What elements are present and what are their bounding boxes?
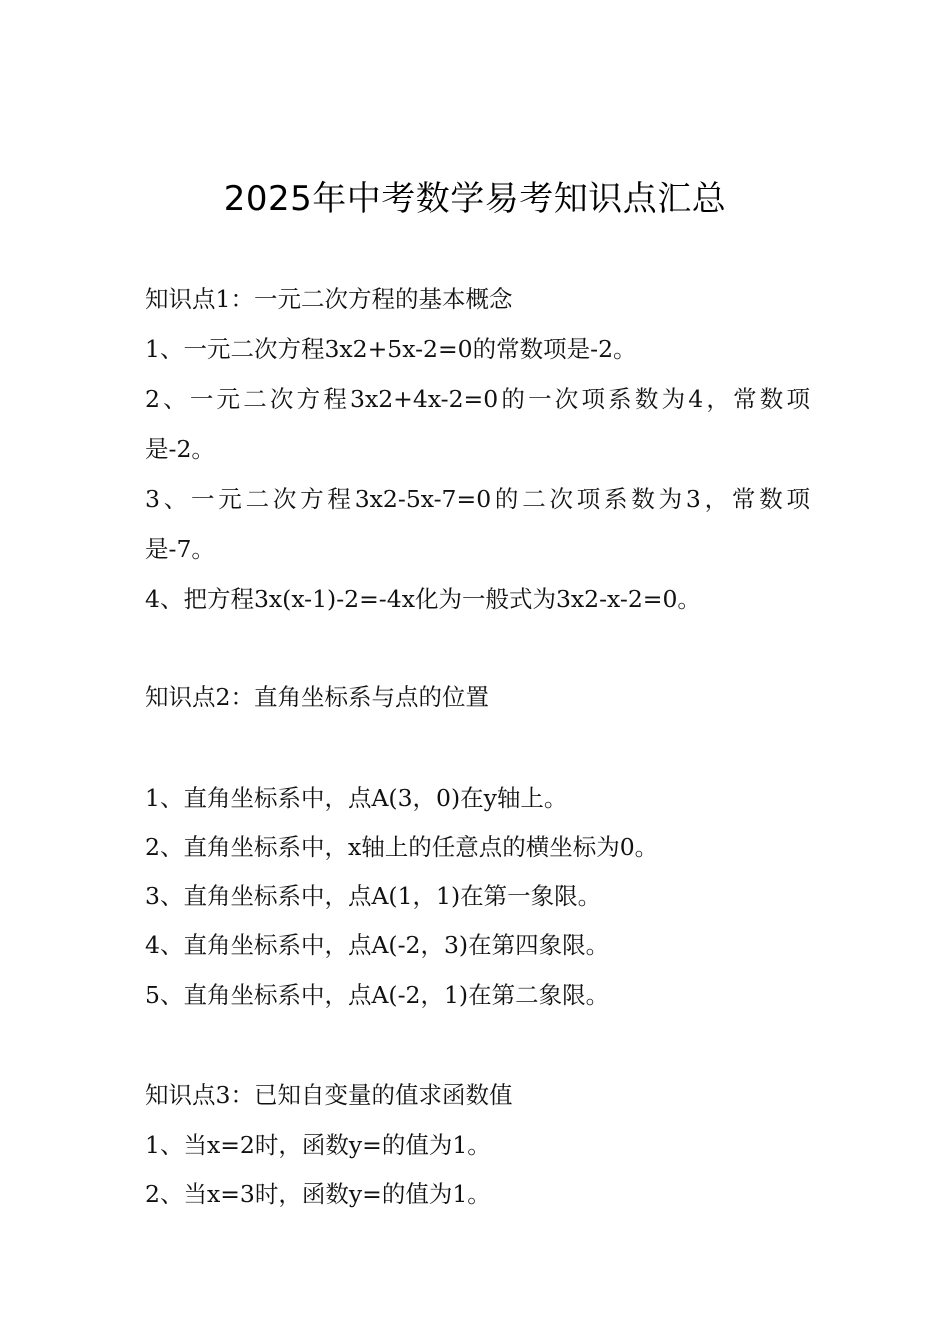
section-1-item-3-continuation: 是-7。	[145, 535, 215, 563]
section-1-item-3: 3、一元二次方程3x2-5x-7=0的二次项系数为3，常数项	[145, 485, 810, 513]
section-1-item-1: 1、一元二次方程3x2+5x-2=0的常数项是-2。	[145, 335, 637, 363]
section-heading-3: 知识点3：已知自变量的值求函数值	[145, 1081, 513, 1109]
section-2-item-2: 2、直角坐标系中，x轴上的任意点的横坐标为0。	[145, 833, 659, 861]
page-title: 2025年中考数学易考知识点汇总	[223, 179, 727, 219]
section-2-item-3: 3、直角坐标系中，点A(1，1)在第一象限。	[145, 882, 602, 910]
section-3-item-2: 2、当x=3时，函数y=的值为1。	[145, 1180, 491, 1208]
section-heading-1: 知识点1：一元二次方程的基本概念	[145, 285, 513, 313]
section-2-item-5: 5、直角坐标系中，点A(-2，1)在第二象限。	[145, 981, 610, 1009]
section-2-item-4: 4、直角坐标系中，点A(-2，3)在第四象限。	[145, 931, 610, 959]
section-1-item-2-continuation: 是-2。	[145, 435, 215, 463]
section-1-item-4: 4、把方程3x(x-1)-2=-4x化为一般式为3x2-x-2=0。	[145, 585, 701, 613]
section-3-item-1: 1、当x=2时，函数y=的值为1。	[145, 1131, 491, 1159]
section-2-item-1: 1、直角坐标系中，点A(3，0)在y轴上。	[145, 784, 568, 812]
section-1-item-2: 2、一元二次方程3x2+4x-2=0的一次项系数为4，常数项	[145, 385, 810, 413]
section-heading-2: 知识点2：直角坐标系与点的位置	[145, 683, 489, 711]
